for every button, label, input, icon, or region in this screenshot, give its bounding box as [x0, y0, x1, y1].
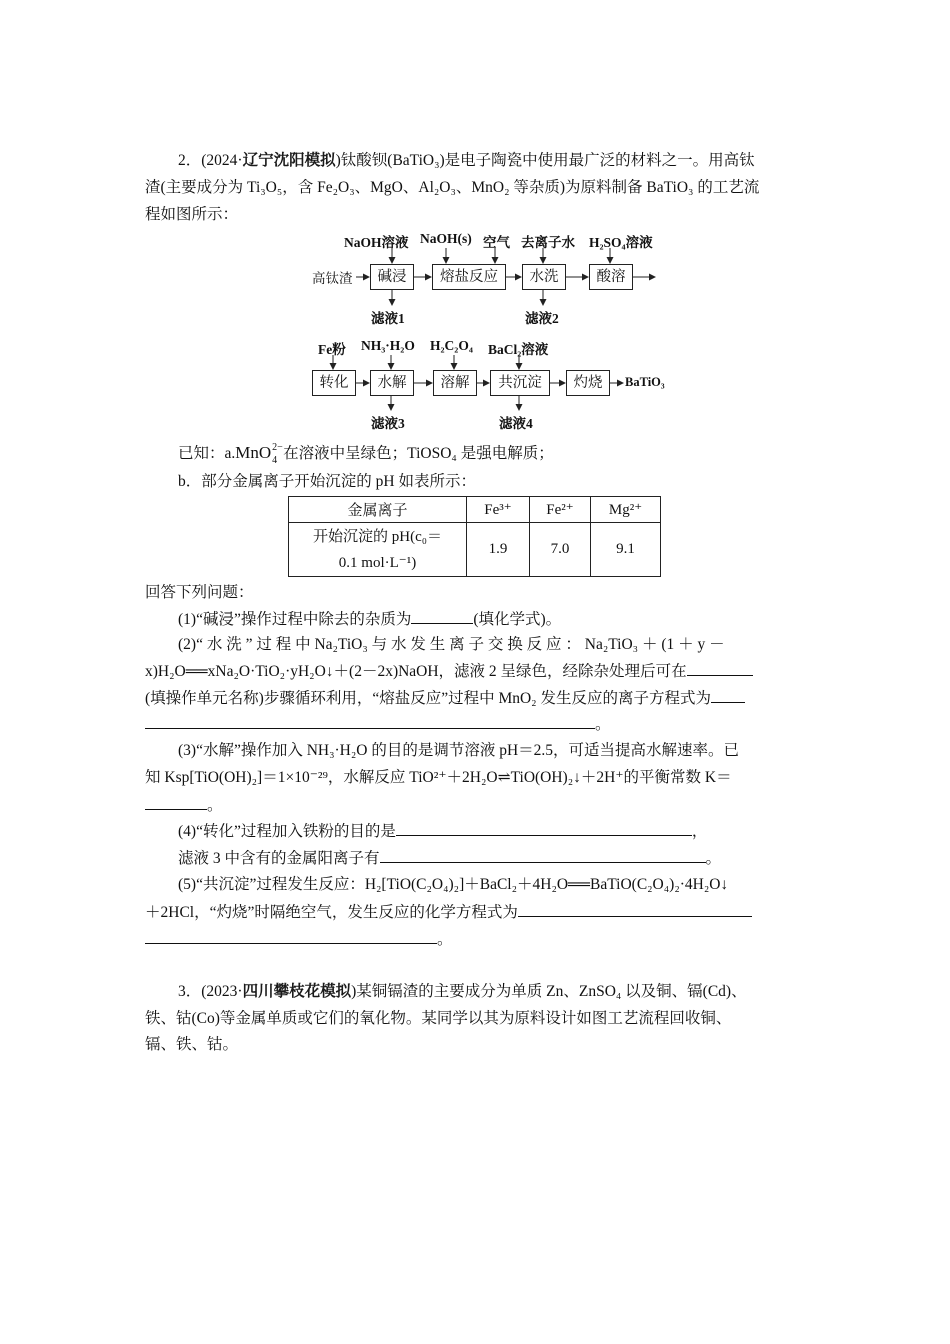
- table-cell: 9.1: [591, 523, 661, 577]
- p1-text-end: (填化学式)。: [473, 611, 562, 628]
- q2-part-2-line-4: [145, 713, 611, 736]
- q2-part-5-line-2: [145, 901, 752, 924]
- p3-blank[interactable]: [145, 794, 207, 810]
- reagent-deionized-water: 去离子水: [521, 235, 575, 250]
- q2-source-place: 辽宁沈阳模拟: [242, 152, 336, 169]
- q2-part-5-line-1: (5)“共沉淀”过程发生反应：H₂[TiO(C₂O₄)₂]＋BaCl₂＋4H₂O══BaTiO(C₂O₄)₂·4H₂O↓: [178, 876, 729, 893]
- p2-blank-equation-b[interactable]: [145, 713, 595, 729]
- q2-part-2-line-2: [145, 660, 753, 683]
- q3-source-place: 四川攀枝花模拟: [242, 983, 352, 1000]
- table-header-cell: Fe³⁺: [467, 497, 530, 523]
- table-row-label-line-1: 开始沉淀的 pH(c₀＝: [313, 528, 442, 545]
- q2-part-2-line-3: [145, 687, 745, 710]
- q2-part-2-line-1: (2)“ 水 洗 ” 过 程 中 Na₂TiO₃ 与 水 发 生 离 子 交 换 反 应 ： Na₂TiO₃ ＋ (1 ＋ y －: [178, 636, 725, 653]
- box-jianjin: 碱浸: [370, 264, 414, 290]
- p5-blank-a[interactable]: [518, 901, 752, 917]
- answer-intro: 回答下列问题：: [145, 584, 254, 601]
- p4-blank-a[interactable]: [396, 820, 692, 836]
- box-shuijie: 水解: [370, 370, 414, 396]
- table-cell: 7.0: [530, 523, 591, 577]
- q2-part-4-line-2: [178, 847, 721, 870]
- box-zhuanhua: 转化: [312, 370, 356, 396]
- box-rongjie: 溶解: [433, 370, 477, 396]
- reagent-h2so4-solution: H₂SO₄溶液: [589, 235, 653, 250]
- known-a-prefix: 已知：a.: [178, 445, 236, 462]
- ph-table: [288, 496, 661, 577]
- q3-number: 3．: [178, 983, 202, 1000]
- output-batio3: BaTiO₃: [625, 375, 665, 389]
- p4-end-b: 。: [705, 850, 722, 867]
- q3-line-1: [178, 981, 747, 1003]
- reagent-naoh-solution: NaOH溶液: [344, 235, 409, 250]
- q3-text-1: 某铜镉渣的主要成分为单质 Zn、ZnSO₄ 以及铜、镉(Cd)、: [356, 983, 747, 1000]
- known-b: b．部分金属离子开始沉淀的 pH 如表所示：: [178, 473, 476, 490]
- p5-text: ＋2HCl，“灼烧”时隔绝空气，发生反应的化学方程式为: [145, 904, 518, 921]
- known-a: [178, 442, 554, 465]
- p4-text-a: (4)“转化”过程加入铁粉的目的是: [178, 823, 396, 840]
- p4-text-b: 滤液 3 中含有的金属阳离子有: [178, 850, 380, 867]
- p2-blank-equation-a[interactable]: [711, 687, 745, 703]
- filtrate-3: 滤液3: [371, 416, 405, 431]
- table-cell: 1.9: [467, 523, 530, 577]
- filtrate-1: 滤液1: [371, 311, 405, 326]
- table-header-cell: Mg²⁺: [591, 497, 661, 523]
- table-row: [289, 523, 661, 577]
- known-a-text: 在溶液中呈绿色；TiOSO₄ 是强电解质；: [283, 445, 554, 462]
- q3-source-close: ): [351, 983, 357, 1000]
- p2-text-3: (填操作单元名称)步骤循环利用，“熔盐反应”过程中 MnO₂ 发生反应的离子方程式为: [145, 690, 711, 707]
- flow-arrows: [0, 0, 950, 460]
- box-gongchendian: 共沉淀: [490, 370, 550, 396]
- table-header-row: [289, 497, 661, 523]
- known-a-charge: [271, 442, 283, 466]
- p2-text: x)H₂O══xNa₂O·TiO₂·yH₂O↓＋(2－2x)NaOH，滤液 2 呈绿色，经除杂处理后可在: [145, 663, 687, 680]
- q2-part-3-line-1: (3)“水解”操作加入 NH₃·H₂O 的目的是调节溶液 pH＝2.5，可适当提高水解速率。已: [178, 742, 740, 759]
- p2-blank-unit[interactable]: [687, 660, 753, 676]
- p4-blank-b[interactable]: [380, 847, 706, 863]
- table-header-cell: Fe²⁺: [530, 497, 591, 523]
- reagent-bacl2-solution: BaCl₂溶液: [488, 342, 549, 357]
- filtrate-2: 滤液2: [525, 311, 559, 326]
- reagent-fe-powder: Fe粉: [318, 342, 346, 357]
- p2-end: 。: [595, 716, 611, 733]
- box-ronyanfanying: 熔盐反应: [432, 264, 506, 290]
- q3-line-2: 铁、钴(Co)等金属单质或它们的氧化物。某同学以其为原料设计如图工艺流程回收铜、: [145, 1010, 732, 1027]
- q2-source-year: (2024·: [201, 152, 243, 169]
- q2-number: 2．: [178, 152, 202, 169]
- box-zhuoshao: 灼烧: [566, 370, 610, 396]
- q2-source-close: ): [335, 152, 341, 169]
- known-a-ion: MnO: [235, 443, 272, 462]
- p5-blank-b[interactable]: [145, 928, 437, 944]
- q2-part-5-line-3: [145, 928, 453, 951]
- q3-source-year: (2023·: [201, 983, 243, 1000]
- q2-intro-1: 钛酸钡(BaTiO₃)是电子陶瓷中使用最广泛的材料之一。用高钛: [340, 152, 755, 169]
- table-row-label-line-2: 0.1 mol·L⁻¹): [338, 554, 417, 571]
- q2-intro-3: 程如图所示：: [145, 206, 239, 223]
- p4-end-a: ，: [691, 823, 708, 840]
- p1-blank[interactable]: [411, 608, 473, 624]
- reagent-naoh-solid: NaOH(s): [420, 231, 472, 246]
- reagent-air: 空气: [483, 235, 510, 250]
- q2-part-3-line-2: 知 Ksp[TiO(OH)₂]＝1×10⁻²⁹，水解反应 TiO²⁺＋2H₂O⇌TiO(OH)₂↓＋2H⁺的平衡常数 K＝: [145, 769, 732, 786]
- p3-end: 。: [207, 797, 223, 814]
- q2-part-3-line-3: [145, 794, 223, 817]
- q3-line-3: 镉、铁、钴。: [145, 1036, 239, 1053]
- p1-text: (1)“碱浸”操作过程中除去的杂质为: [178, 611, 412, 628]
- q2-intro-2: 渣(主要成分为 Ti₃O₅，含 Fe₂O₃、MgO、Al₂O₃、MnO₂ 等杂质)为原料制备 BaTiO₃ 的工艺流: [145, 179, 760, 196]
- known-a-sup: 2−: [272, 442, 283, 453]
- input-gaotaizha: 高钛渣: [312, 271, 353, 286]
- known-a-sub: 4: [272, 455, 278, 466]
- table-row-label: [289, 523, 467, 577]
- table-header-cell: 金属离子: [289, 497, 467, 523]
- q2-part-4-line-1: [178, 820, 707, 843]
- reagent-oxalic-acid: H₂C₂O₄: [430, 338, 473, 353]
- q2-part-1: [178, 608, 561, 631]
- box-suanrong: 酸溶: [589, 264, 633, 290]
- filtrate-4: 滤液4: [499, 416, 533, 431]
- reagent-ammonia-water: NH₃·H₂O: [361, 338, 415, 353]
- box-shuixi: 水洗: [522, 264, 566, 290]
- p5-end: 。: [437, 931, 453, 948]
